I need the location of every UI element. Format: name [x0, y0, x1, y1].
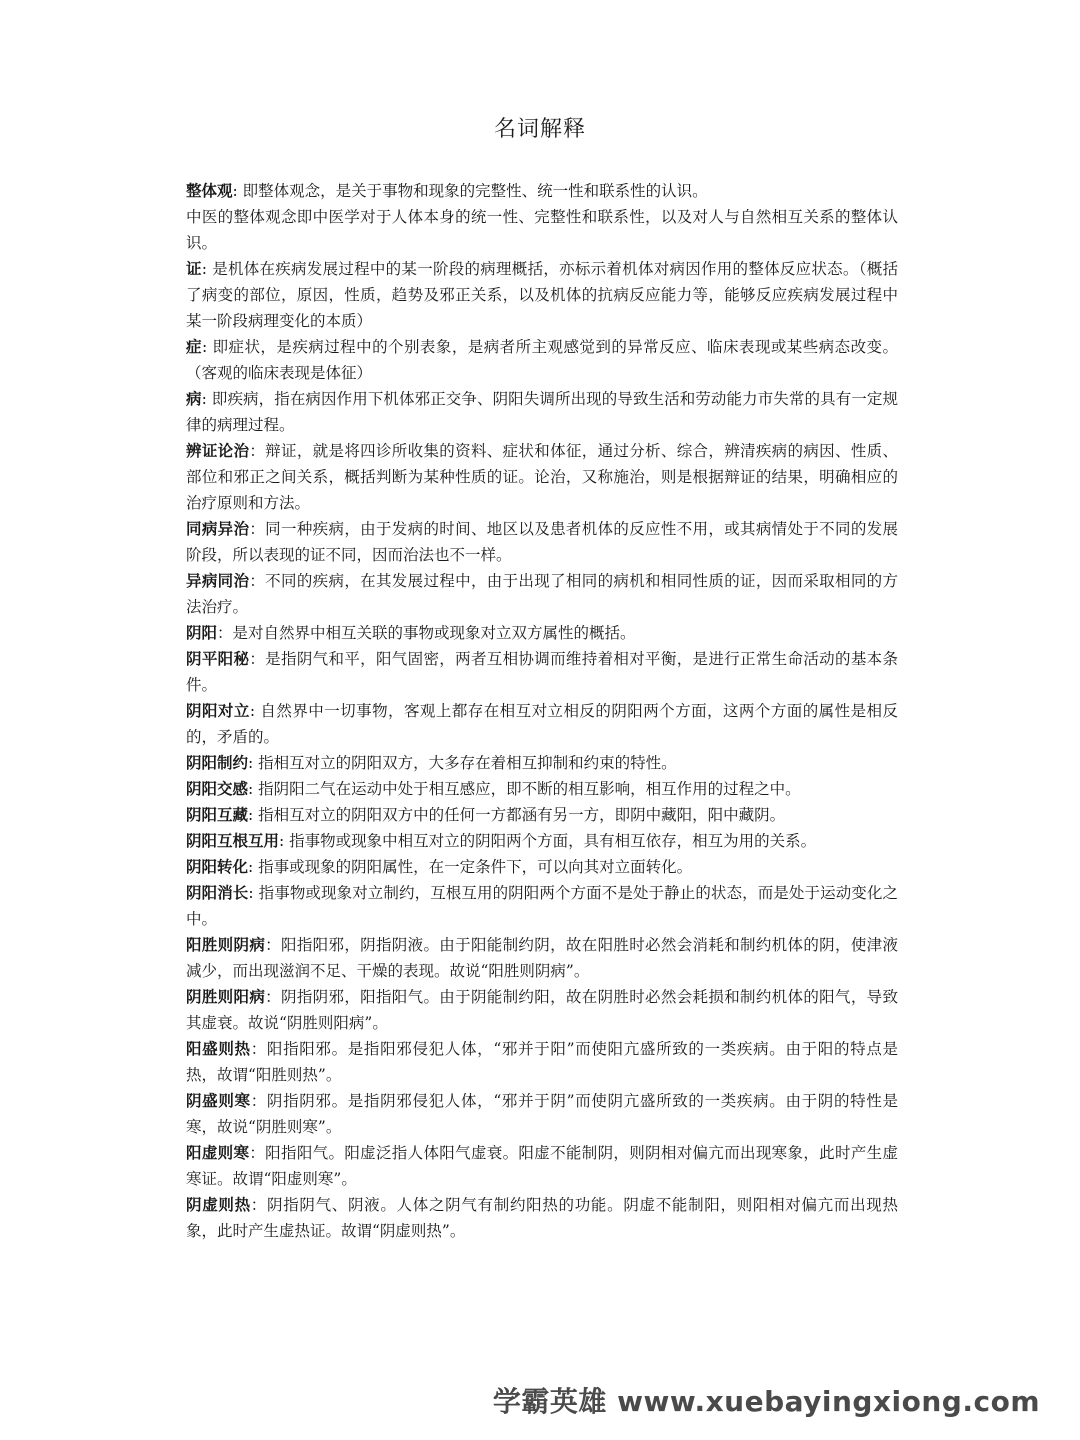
term: 阴阳制约: [186, 753, 249, 772]
definition-entry: [186, 438, 898, 516]
definition-entry: [186, 334, 898, 386]
definition-entry: [186, 1192, 898, 1244]
definition-entry: [186, 932, 898, 984]
watermark: 学霸英雄 www.xuebayingxiong.com: [492, 1385, 1040, 1418]
term: 阴虚则热: [186, 1195, 251, 1214]
term: 阴阳: [186, 623, 218, 642]
definition-entry: [186, 854, 898, 880]
definition-entry: [186, 256, 898, 334]
term: 阳虚则寒: [186, 1143, 250, 1162]
term: 阴阳对立: [186, 701, 250, 720]
definition-text: 指相互对立的阴阳双方，大多存在着相互抑制和约束的特性。: [258, 754, 677, 772]
definition-text: 阳指阳气。阳虚泛指人体阳气虚衰。阳虚不能制阴，则阴相对偏亢而出现寒象，此时产生虚寒证。故谓“阳虚则寒”。: [186, 1144, 898, 1188]
definition-text: 同一种疾病，由于发病的时间、地区以及患者机体的反应性不用，或其病情处于不同的发展阶段，所以表现的证不同，因而治法也不一样。: [186, 520, 898, 564]
definition-text: 即疾病，指在病因作用下机体邪正交争、阴阳失调所出现的导致生活和劳动能力市失常的具有一定规律的病理过程。: [186, 390, 898, 434]
term-separator: ：: [265, 988, 281, 1006]
definition-text: 指相互对立的阴阳双方中的任何一方都涵有另一方，即阴中藏阳，阳中藏阴。: [258, 806, 786, 824]
definition-text: 阴指阴气、阴液。人体之阴气有制约阳热的功能。阴虚不能制阳，则阳相对偏亢而出现热象，此时产生虚热证。故谓“阴虚则热”。: [186, 1196, 898, 1240]
term-separator: ：: [249, 1144, 266, 1162]
term-separator: ：: [250, 1196, 267, 1214]
term-separator: ：: [250, 1092, 267, 1110]
definition-entry: [186, 1140, 898, 1192]
term: 阴阳消长: [186, 883, 249, 902]
term: 病: [186, 389, 202, 408]
term: 阴平阳秘: [186, 649, 250, 668]
definition-text: 指阴阳二气在运动中处于相互感应，即不断的相互影响，相互作用的过程之中。: [258, 780, 801, 798]
term-separator: :: [201, 338, 213, 356]
term-separator: :: [248, 884, 259, 902]
definition-text: 指事物或现象对立制约，互根互用的阴阳两个方面不是处于静止的状态，而是处于运动变化之中。: [186, 884, 898, 928]
definition-text: 指事物或现象中相互对立的阴阳两个方面，具有相互依存，相互为用的关系。: [289, 832, 817, 850]
term: 证: [186, 259, 202, 278]
definition-text: 阴指阴邪，阳指阳气。由于阴能制约阳，故在阴胜时必然会耗损和制约机体的阳气，导致其虚衰。故说“阴胜则阳病”。: [186, 988, 898, 1032]
term: 阳胜则阴病: [186, 935, 266, 954]
term-separator: :: [248, 858, 259, 876]
definition-text: 指事或现象的阴阳属性，在一定条件下，可以向其对立面转化。: [258, 858, 693, 876]
term: 阴阳转化: [186, 857, 249, 876]
definition-entry: [186, 568, 898, 620]
term-separator: :: [248, 806, 259, 824]
definition-entry: [186, 828, 898, 854]
term: 阴盛则寒: [186, 1091, 251, 1110]
definition-entry: [186, 204, 898, 256]
definition-text: 阳指阳邪。是指阳邪侵犯人体，“邪并于阳”而使阳亢盛所致的一类疾病。由于阳的特点是热，故谓“阳胜则热”。: [186, 1040, 898, 1084]
definition-text: 是对自然界中相互关联的事物或现象对立双方属性的概括。: [232, 624, 636, 642]
definition-text: 不同的疾病，在其发展过程中，由于出现了相同的病机和相同性质的证，因而采取相同的方法治疗。: [186, 572, 898, 616]
definition-entry: [186, 178, 898, 204]
page-title: 名词解释: [493, 117, 586, 142]
term: 同病异治: [186, 519, 250, 538]
definition-text: 辩证，就是将四诊所收集的资料、症状和体征，通过分析、综合，辨清疾病的病因、性质、部位和邪正之间关系，概括判断为某种性质的证。论治，又称施治，则是根据辩证的结果，明确相应的治疗原则和方法。: [186, 442, 898, 512]
definition-text: 即症状，是疾病过程中的个别表象，是病者所主观感觉到的异常反应、临床表现或某些病态改变。（客观的临床表现是体征）: [186, 338, 898, 382]
definition-entry: [186, 984, 898, 1036]
definition-entry: [186, 646, 898, 698]
definitions-list: [186, 178, 898, 1244]
term-separator: :: [248, 754, 259, 772]
term-separator: ：: [217, 624, 233, 642]
definition-entry: [186, 698, 898, 750]
term: 阴阳交感: [186, 779, 249, 798]
definition-entry: [186, 776, 898, 802]
term-separator: :: [201, 260, 213, 278]
term-separator: ：: [265, 936, 281, 954]
term-separator: ：: [249, 442, 266, 460]
definition-text: 是指阴气和平，阳气固密，两者互相协调而维持着相对平衡，是进行正常生命活动的基本条件。: [186, 650, 898, 694]
definition-text: 即整体观念，是关于事物和现象的完整性、统一性和联系性的认识。: [242, 182, 708, 200]
definition-entry: [186, 750, 898, 776]
definition-text: 阴指阴邪。是指阴邪侵犯人体，“邪并于阴”而使阴亢盛所致的一类疾病。由于阴的特性是寒，故说“阴胜则寒”。: [186, 1092, 898, 1136]
definition-entry: [186, 516, 898, 568]
term: 辨证论治: [186, 441, 250, 460]
definition-text: 中医的整体观念即中医学对于人体本身的统一性、完整性和联系性，以及对人与自然相互关系的整体认识。: [186, 208, 898, 252]
term: 症: [186, 337, 202, 356]
term-separator: :: [249, 702, 261, 720]
definition-entry: [186, 386, 898, 438]
term-separator: :: [201, 390, 212, 408]
definition-text: 自然界中一切事物，客观上都存在相互对立相反的阴阳两个方面，这两个方面的属性是相反的，矛盾的。: [186, 702, 898, 746]
term-separator: ：: [249, 650, 266, 668]
definition-entry: [186, 1036, 898, 1088]
term: 整体观: [186, 181, 233, 200]
term: 异病同治: [186, 571, 250, 590]
term: 阴阳互藏: [186, 805, 249, 824]
term-separator: ：: [249, 572, 266, 590]
definition-entry: [186, 620, 898, 646]
definition-text: 阳指阳邪，阴指阴液。由于阳能制约阴，故在阳胜时必然会消耗和制约机体的阴，使津液减少，而出现滋润不足、干燥的表现。故说“阳胜则阴病”。: [186, 936, 898, 980]
term: 阴阳互根互用: [186, 831, 280, 850]
term: 阳盛则热: [186, 1039, 251, 1058]
definition-entry: [186, 880, 898, 932]
definition-entry: [186, 802, 898, 828]
term: 阴胜则阳病: [186, 987, 266, 1006]
term-separator: ：: [250, 1040, 267, 1058]
term-separator: ：: [249, 520, 266, 538]
definition-text: 是机体在疾病发展过程中的某一阶段的病理概括，亦标示着机体对病因作用的整体反应状态。（概括了病变的部位，原因，性质，趋势及邪正关系，以及机体的抗病反应能力等，能够反应疾病发展过程中某一阶段病理变化的本质）: [186, 260, 898, 330]
term-separator: :: [248, 780, 259, 798]
term-separator: :: [232, 182, 243, 200]
definition-entry: [186, 1088, 898, 1140]
term-separator: :: [279, 832, 290, 850]
